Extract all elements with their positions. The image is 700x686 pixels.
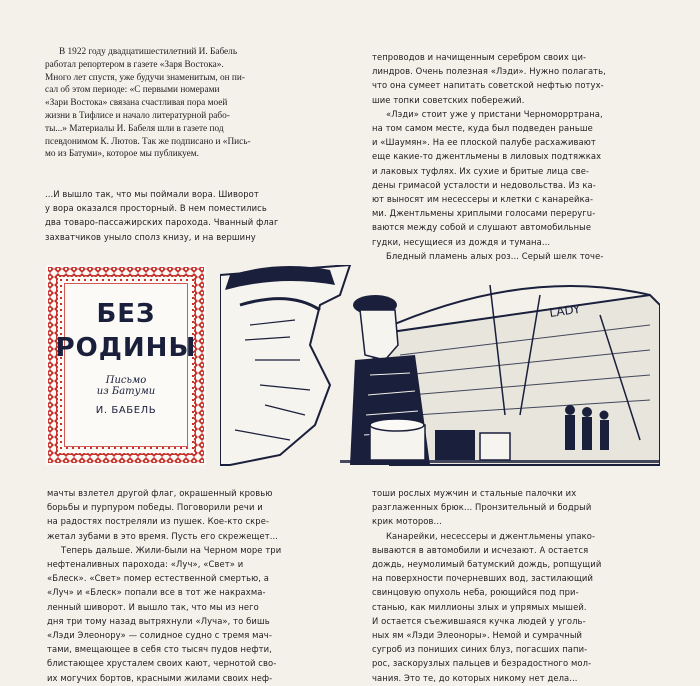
text-line: блистающее хрусталем своих кают, чернотой сво- — [47, 658, 277, 669]
right-column-top — [372, 50, 657, 277]
intro-line: работал репортером в газете «Заря Востока». — [45, 59, 224, 70]
text-line: жетал зубами в это время. Пусть его скрежещет... — [47, 530, 279, 541]
text-line: вываются в автомобили и исчезают. А остается — [372, 544, 589, 555]
lead-line: ...И вышло так, что мы поймали вора. Шиворот — [45, 189, 259, 199]
text-line: сугроб из пониших синих блуз, погасших папи- — [372, 644, 588, 655]
subtitle-line-1: Письмо — [105, 375, 147, 386]
lead-paragraph — [45, 187, 343, 244]
article-title-line-2: РОДИНЫ — [55, 333, 197, 363]
intro-line: жизни в Тифлисе и начало литературной рабо- — [45, 110, 230, 121]
text-line: И остается съежившаяся кучка людей у уголь- — [372, 615, 586, 626]
text-line: «Лэди» стоит уже у пристани Черноморртрана, — [386, 108, 603, 119]
intro-line: ты...» Материалы И. Бабеля шли в газете под — [45, 123, 224, 134]
text-line: на том самом месте, куда был подведен раньше — [372, 123, 593, 134]
text-line: ми. Джентльмены хриплыми голосами переругu- — [372, 208, 596, 219]
left-column-bottom — [47, 486, 345, 685]
text-line: станью, как миллионы злых и упрямых мышей. — [372, 601, 587, 612]
intro-line: псевдонимом К. Лютов. Так же подписано и «Пись- — [45, 136, 251, 147]
text-line: тоши рослых мужчин и стальные палочки их — [372, 488, 577, 498]
ship-name-label: LADY — [548, 301, 582, 320]
text-line: линдров. Очень полезная «Лэди». Нужно полагать, — [372, 66, 606, 77]
text-line: и лаковых туфлях. Их сухие и бритые лица све- — [372, 165, 590, 176]
text-line: ют выносят им несессеры и клетки с канарейка- — [372, 194, 594, 205]
text-line: дождь, неумолимый батумский дождь, ропщущий — [372, 559, 602, 570]
right-column-bottom — [372, 486, 657, 685]
text-line: ленный шиворот. И вышло так, что мы из него — [47, 601, 259, 612]
text-line: Бледный пламень алых роз... Серый шелк точе- — [386, 250, 604, 261]
text-line: разглаженных брюк... Пронзительный и бодрый — [372, 502, 592, 513]
text-line: еще какие-то джентльмены в лиловых подтяжках — [372, 151, 602, 162]
text-line: мачты взлетел другой флаг, окрашенный кровью — [47, 488, 273, 498]
text-line: гудки, несущиеся из дождя и тумана... — [372, 236, 551, 247]
text-line: ных ям «Лэди Элеоноры». Немой и сумрачный — [372, 630, 583, 641]
title-box — [46, 265, 206, 465]
text-line: «Луч» и «Блеск» попали все в тот же накрахма- — [47, 587, 266, 598]
text-line: рос, заскорузлых пальцев и безрадостного мол- — [372, 658, 592, 669]
article-title-line-1: БЕЗ — [96, 299, 156, 329]
text-line: на поверхности почерневших вод, застилающий — [372, 573, 594, 584]
text-line: борьбы и пурпуром победы. Поговорили речи и — [47, 502, 263, 513]
text-line: Теперь дальше. Жили-были на Черном море три — [61, 544, 282, 555]
text-line: крик моторов... — [372, 516, 442, 527]
subtitle-line-2: из Батуми — [96, 386, 156, 397]
text-line: что она сумеет напитать советской нефтью потух- — [372, 80, 604, 91]
lead-line: у вора оказался просторный. В нем поместились — [45, 203, 267, 214]
editorial-intro — [45, 46, 330, 161]
text-line: их могучих бортов, красными жилами своих неф- — [47, 672, 273, 683]
intro-line: сал об этом периоде: «С первыми номерами — [45, 85, 220, 96]
ornamental-frame — [46, 265, 206, 465]
intro-line: мо из Батуми», которое мы публикуем. — [45, 149, 200, 160]
author-name: И. БАБЕЛЬ — [95, 405, 157, 416]
text-line: Канарейки, несессеры и джентльмены упако- — [386, 530, 596, 541]
text-line: дня три тому назад вытряхнули «Луча», то бишь — [47, 615, 270, 626]
text-line: на радостях постреляли из пушек. Кое-кто скре- — [47, 516, 270, 527]
text-line: шие топки советских побережий. — [372, 94, 525, 105]
ship-and-sailors-illustration — [220, 265, 660, 475]
intro-line: В 1922 году двадцатишестилетний И. Бабель — [59, 47, 238, 57]
text-line: ваются между собой и слушают автомобильные — [372, 222, 592, 233]
text-line: свинцовую опухоль неба, роющийся под при- — [372, 587, 579, 598]
text-line: нефтеналивных парохода: «Луч», «Свет» и — [47, 559, 244, 570]
text-line: дены гримасой усталости и недовольства. Из ка- — [372, 179, 596, 190]
intro-line: «Зари Востока» связана счастливая пора моей — [45, 98, 228, 109]
text-line: тепроводов и начищенным серебром своих ци- — [372, 52, 587, 62]
lead-line: захватчиков уныло сполз книзу, и на вершину — [45, 231, 256, 242]
text-line: чания. Это те, до которых никому нет дела... — [372, 672, 578, 683]
text-line: и «Шаумян». На ее плоской палубе расхаживают — [372, 137, 596, 148]
dock-workers — [565, 405, 609, 450]
lead-line: два товаро-пассажирских парохода. Чванный флаг — [45, 217, 279, 228]
intro-line: Много лет спустя, уже будучи знаменитым, он пи- — [45, 72, 245, 83]
text-line: тами, вмещающее в себя сто тысяч пудов нефти, — [47, 644, 272, 655]
text-line: «Блеск». «Свет» помер естественной смертью, а — [47, 573, 270, 584]
text-line: «Лэди Элеонору» — солидное судно с тремя мач- — [47, 630, 272, 641]
